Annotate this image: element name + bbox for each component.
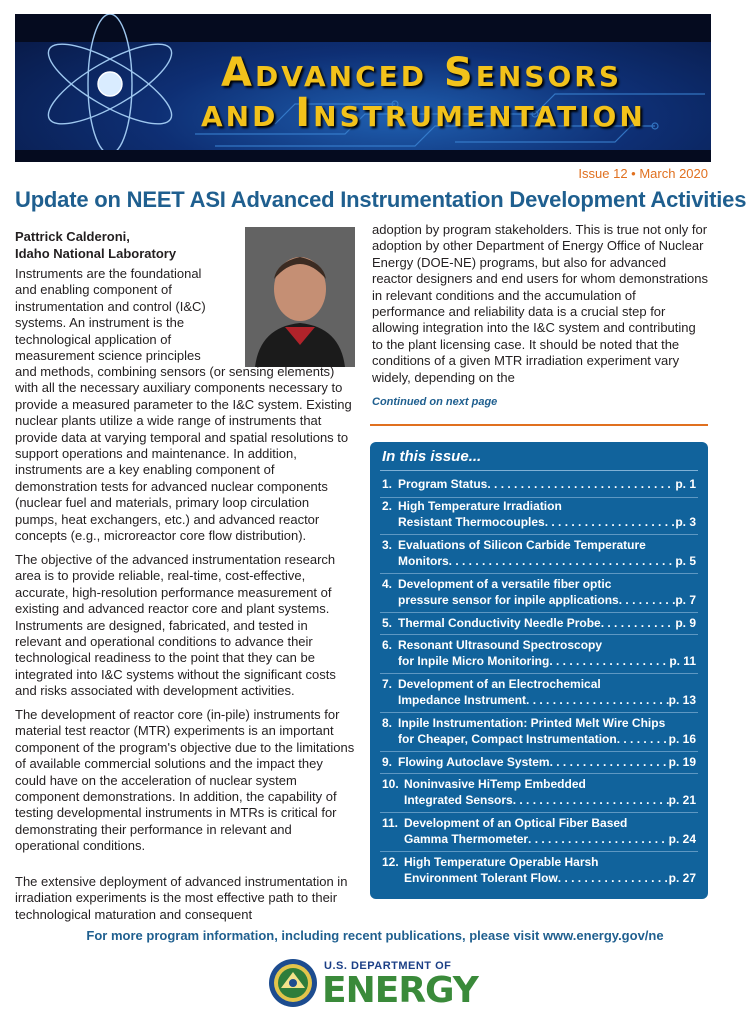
banner-title-line1: Advanced Sensors	[221, 50, 622, 96]
portrait-image	[245, 227, 355, 367]
atom-icon	[38, 14, 181, 154]
banner-bottom-bar	[15, 150, 711, 162]
body-column2: adoption by program stakeholders. This is true not only for adoption by other Department of Energy Office of Nuclear Energy (DOE-NE) programs, but also for advanced reactor designers and end users for whom demonstrations in relevant conditions and the accumulation of performance and reliability data is a crucial step for allowing integration into the I&C system and contributing to the plant licensing case. It should be noted that the conditions of a given MTR irradiation experiment vary widely, depending on the	[372, 222, 709, 385]
toc-title: In this issue...	[382, 448, 482, 465]
toc-item[interactable]: 7. Development of an Electrochemical Impedance Instrument . . . p. 13	[382, 676, 696, 708]
masthead-banner	[15, 14, 711, 162]
doe-seal-icon	[268, 958, 318, 1008]
in-this-issue-box	[370, 442, 708, 899]
body-paragraph-1a: Instruments are the foundational and enabling component of instrumentation and control (I&C) systems. An instrument is the technological application of measurement science principles	[15, 266, 206, 364]
body-paragraph-3: The development of reactor core (in-pile) instruments for material test reactor (MTR) experiments is an important component of the program's objective due to the limitations of available commercial solutions and the impact they could have on the acceleration of nuclear system component demonstrations. In addition, the capability of testing developmental instruments in MTRs is critical for demonstrating their performance in relevant and operational conditions.	[15, 707, 355, 854]
toc-item[interactable]: 6. Resonant Ultrasound Spectroscopy for Inpile Micro Monitoring . . . p. 11	[382, 637, 696, 669]
toc-item[interactable]: 11. Development of an Optical Fiber Based Gamma Thermometer . . . p. 24	[382, 815, 696, 847]
toc-item[interactable]: 3. Evaluations of Silicon Carbide Temperature Monitors . . . p. 5	[382, 537, 696, 569]
section-divider	[370, 424, 708, 426]
toc-item[interactable]: 12. High Temperature Operable Harsh Environment Tolerant Flow . . . p. 27	[382, 854, 696, 886]
footer-message: For more program information, including recent publications, please visit www.energy.gov/ne	[86, 928, 664, 943]
continued-link[interactable]: Continued on next page	[372, 396, 498, 408]
doe-energy-logo: ENERGY	[322, 970, 478, 1011]
toc-item[interactable]: 1. Program Status . . . p. 1	[382, 476, 696, 492]
toc-item[interactable]: 9. Flowing Autoclave System . . . p. 19	[382, 754, 696, 770]
toc-item[interactable]: 10. Noninvasive HiTemp Embedded Integrated Sensors . . . p. 21	[382, 776, 696, 808]
banner-title-line2: and Instrumentation	[201, 90, 646, 136]
toc-item[interactable]: 2. High Temperature Irradiation Resistant Thermocouples . . . p. 3	[382, 498, 696, 530]
author-org: Idaho National Laboratory	[15, 246, 177, 261]
article-headline: Update on NEET ASI Advanced Instrumentation Development Activities	[15, 187, 747, 212]
author-name: Pattrick Calderoni,	[15, 229, 130, 244]
toc-item[interactable]: 8. Inpile Instrumentation: Printed Melt Wire Chips for Cheaper, Compact Instrumentation . . . p. 16	[382, 715, 696, 747]
author-photo	[245, 227, 355, 367]
doe-department-label: U.S. DEPARTMENT OF	[324, 960, 452, 972]
toc-title-rule	[380, 470, 698, 471]
toc-item[interactable]: 4. Development of a versatile fiber optic pressure sensor for inpile applications . . . p. 7	[382, 576, 696, 608]
author-block	[15, 228, 176, 262]
body-paragraph-2: The objective of the advanced instrumentation research area is to provide reliable, real-time, cost-effective, accurate, high-resolution performance measurement of existing and advanced reactor core and plant systems. Instruments are designed, fabricated, and tested in relevant and operational conditions to advance their technological readiness to the point that they can be integrated into I&C systems without the significant costs and risks associated with development activities.	[15, 552, 336, 699]
issue-date: Issue 12 • March 2020	[578, 166, 708, 181]
toc-item[interactable]: 5. Thermal Conductivity Needle Probe . . . p. 9	[382, 615, 696, 631]
body-paragraph-4: The extensive deployment of advanced instrumentation in irradiation experiments is the most effective path to their technological maturation and consequent	[15, 874, 348, 922]
body-paragraph-1b: and methods, combining sensors (or sensing elements) with all the necessary auxiliary components necessary to provide a measured parameter to the I&C system. Existing nuclear plants utilize a wide range of instruments that provide data at varying temporal and spatial resolutions to support operations and maintenance. In addition, instruments are a key enabling component of demonstration tests for advanced nuclear components (nuclear fuel and materials, primary loop circulation pumps, heat exchangers, etc.) and advanced reactor concepts (e.g., microreactor core flow distribution).	[15, 364, 352, 544]
